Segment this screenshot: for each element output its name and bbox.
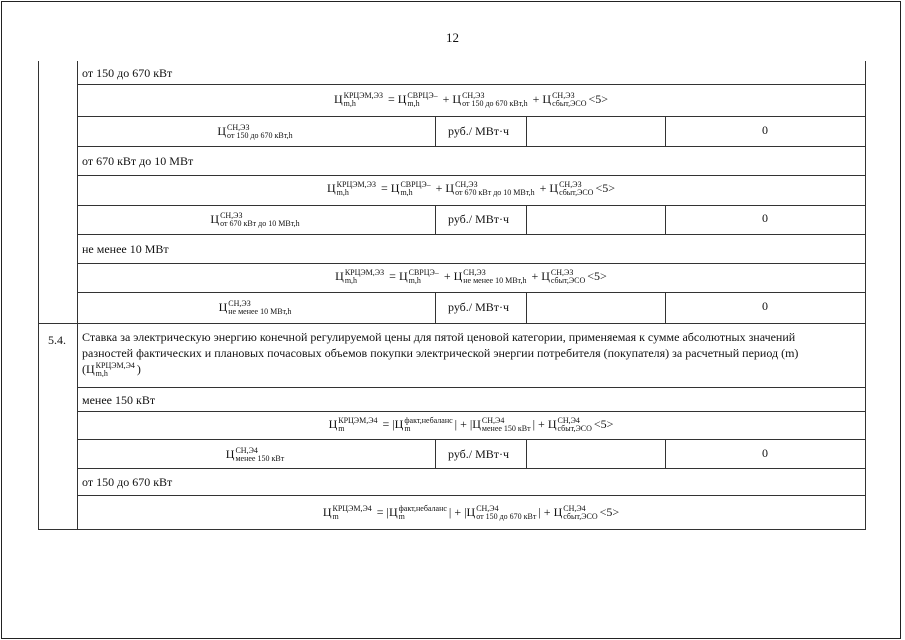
sub: m [398, 512, 405, 522]
abs-bar: | [386, 505, 389, 519]
unit: руб./ МВт·ч [448, 212, 510, 226]
value: 0 [762, 211, 768, 225]
sub: от 150 до 670 кВт [476, 512, 537, 522]
formula [77, 417, 865, 433]
sup: факт,небаланс [404, 416, 453, 426]
sup: СН,ЭЗ [228, 299, 251, 309]
equals-sign: = [387, 92, 395, 106]
section-rule [38, 323, 866, 324]
formula-term: Ц [553, 505, 563, 519]
formula-term: Ц [549, 181, 559, 195]
sub: m,h [344, 276, 358, 286]
page-number: 12 [446, 30, 459, 45]
plus-sign: + [543, 505, 551, 519]
param-symbol [77, 212, 435, 228]
value: 0 [762, 446, 768, 460]
formula-lhs: Ц [326, 181, 336, 195]
section-description [82, 329, 860, 378]
sub: m,h [95, 369, 108, 379]
row-rule [77, 468, 865, 469]
sup: СН,ЭЗ [227, 123, 250, 133]
sub: менее 150 кВт [235, 454, 285, 464]
plus-sign: + [443, 269, 451, 283]
footnote-ref: <5> [587, 269, 607, 283]
symbol-base: Ц [210, 212, 220, 226]
sub: m,h [407, 99, 420, 109]
row-rule [77, 263, 865, 264]
sup: СН,ЭЗ [220, 211, 243, 221]
param-symbol [77, 124, 435, 140]
sub: сбыт,ЭСО [557, 424, 592, 434]
sub: не менее 10 МВт,h [228, 307, 292, 317]
sub: не менее 10 МВт,h [463, 276, 527, 286]
sub: сбыт,ЭСО [550, 276, 586, 286]
formula-term: Ц [472, 417, 481, 431]
formula-term: Ц [388, 505, 398, 519]
row-rule [77, 146, 865, 147]
plus-sign: + [460, 417, 467, 431]
sup: СВРЦЭ– [408, 268, 439, 278]
plus-sign: + [538, 417, 545, 431]
table-right-border [865, 61, 866, 529]
sub: m,h [408, 276, 421, 286]
row-rule [77, 387, 865, 388]
paren: ( [82, 362, 86, 376]
sub: сбыт,ЭСО [559, 188, 594, 198]
symbol-base: Ц [217, 124, 227, 138]
row-rule [77, 84, 865, 85]
formula-term: Ц [453, 269, 463, 283]
unit: руб./ МВт·ч [448, 124, 510, 138]
formula-term: Ц [541, 269, 550, 283]
symbol-base: Ц [86, 362, 95, 376]
range-label: от 150 до 670 кВт [82, 475, 173, 489]
sub: менее 150 кВт [481, 424, 531, 434]
plus-sign: + [539, 181, 547, 195]
section-number: 5.4. [48, 333, 66, 347]
sup: факт,небаланс [398, 504, 447, 514]
description-line: разностей фактических и плановых почасовых объемов покупки электрической энергии потребителя (покупателя) за расчетный период (m) [82, 346, 799, 360]
sup: КРЦЭМ,ЭЗ [343, 91, 383, 101]
range-label: от 670 кВт до 10 МВт [82, 154, 194, 168]
param-symbol [77, 447, 435, 463]
abs-bar: | [392, 417, 395, 431]
sup: СН,ЭЗ [559, 180, 582, 190]
sub: m,h [336, 188, 349, 198]
cell-divider [435, 116, 436, 146]
row-rule [77, 175, 865, 176]
plus-sign: + [532, 92, 540, 106]
cell-divider [435, 205, 436, 234]
equals-sign: = [382, 417, 390, 431]
sup: СН,Э4 [563, 504, 586, 514]
sub: m [338, 424, 345, 434]
formula-term: Ц [394, 417, 404, 431]
sup: СН,ЭЗ [550, 268, 574, 278]
cell-divider [435, 292, 436, 323]
tariff-table [38, 61, 866, 529]
sup: СН,Э4 [476, 504, 499, 514]
formula [77, 269, 865, 285]
sup: КРЦЭМ,Э4 [95, 361, 135, 371]
footnote-ref: <5> [593, 417, 614, 431]
equals-sign: = [389, 269, 396, 283]
formula-term: Ц [398, 269, 408, 283]
footnote-ref: <5> [599, 505, 620, 519]
table-left-border [38, 61, 39, 529]
row-rule [77, 495, 865, 496]
equals-sign: = [376, 505, 384, 519]
sub: m [404, 424, 411, 434]
cell-divider [526, 116, 527, 146]
abs-bar: | [464, 505, 467, 519]
formula-term: Ц [547, 417, 557, 431]
range-label: менее 150 кВт [82, 393, 156, 407]
formula-lhs: Ц [322, 505, 332, 519]
unit: руб./ МВт·ч [448, 447, 510, 461]
row-rule [77, 116, 865, 117]
sub: от 670 кВт до 10 МВт,h [455, 188, 535, 198]
footnote-ref: <5> [595, 181, 616, 195]
abs-bar: | [538, 505, 541, 519]
sup: КРЦЭМ,ЭЗ [344, 268, 385, 278]
footnote-ref: <5> [588, 92, 609, 106]
sub: от 670 кВт до 10 МВт,h [220, 219, 300, 229]
sub: m [332, 512, 339, 522]
sub: от 150 до 670 кВт,h [227, 131, 293, 141]
sup: СН,Э4 [235, 446, 258, 456]
sub: сбыт,ЭСО [563, 512, 598, 522]
sup: СН,ЭЗ [455, 180, 478, 190]
param-symbol [77, 300, 435, 316]
formula-lhs: Ц [328, 417, 338, 431]
formula-term: Ц [397, 92, 407, 106]
paren: ) [136, 362, 141, 376]
range-label: от 150 до 670 кВт [82, 66, 173, 80]
equals-sign: = [381, 181, 388, 195]
plus-sign: + [454, 505, 462, 519]
row-rule [77, 234, 865, 235]
row-rule [77, 411, 865, 412]
cell-divider [526, 439, 527, 468]
sup: СН,Э4 [481, 416, 505, 426]
sup: СН,Э4 [557, 416, 580, 426]
sup: СН,ЭЗ [552, 91, 575, 101]
range-label: не менее 10 МВт [82, 242, 169, 256]
sup: СВРЦЭ– [400, 180, 431, 190]
plus-sign: + [442, 92, 450, 106]
formula-lhs: Ц [333, 92, 343, 106]
sup: СН,ЭЗ [462, 91, 485, 101]
symbol-base: Ц [218, 300, 228, 314]
cell-divider [435, 439, 436, 468]
formula-term: Ц [466, 505, 476, 519]
sup: КРЦЭМ,ЭЗ [336, 180, 376, 190]
value: 0 [762, 299, 768, 313]
unit: руб./ МВт·ч [448, 300, 510, 314]
sub: сбыт,ЭСО [552, 99, 587, 109]
sup: СВРЦЭ– [407, 91, 438, 101]
cell-divider [526, 292, 527, 323]
abs-bar: | [448, 505, 452, 519]
formula [77, 181, 865, 197]
abs-bar: | [454, 417, 458, 431]
sup: СН,ЭЗ [463, 268, 486, 278]
abs-bar: | [532, 417, 536, 431]
row-rule [77, 439, 865, 440]
formula-term: Ц [445, 181, 455, 195]
table-bottom-border [38, 529, 866, 530]
row-rule [77, 205, 865, 206]
description-symbol [82, 361, 860, 378]
sup: КРЦЭМ,Э4 [332, 504, 372, 514]
plus-sign: + [435, 181, 443, 195]
plus-sign: + [531, 269, 539, 283]
formula-lhs: Ц [335, 269, 344, 283]
formula [77, 92, 865, 108]
sub: m,h [400, 188, 413, 198]
sub: от 150 до 670 кВт,h [462, 99, 528, 109]
formula-term: Ц [390, 181, 400, 195]
formula-term: Ц [452, 92, 462, 106]
formula-term: Ц [542, 92, 552, 106]
sub: m,h [343, 99, 356, 109]
row-rule [77, 292, 865, 293]
cell-divider [526, 205, 527, 234]
value: 0 [762, 123, 768, 137]
formula [77, 505, 865, 521]
abs-bar: | [469, 417, 473, 431]
sup: КРЦЭМ,Э4 [338, 416, 378, 426]
symbol-base: Ц [225, 447, 235, 461]
description-line: Ставка за электрическую энергию конечной регулируемой цены для пятой ценовой категории, применяемая к сумме абсолютных значений [82, 330, 796, 344]
